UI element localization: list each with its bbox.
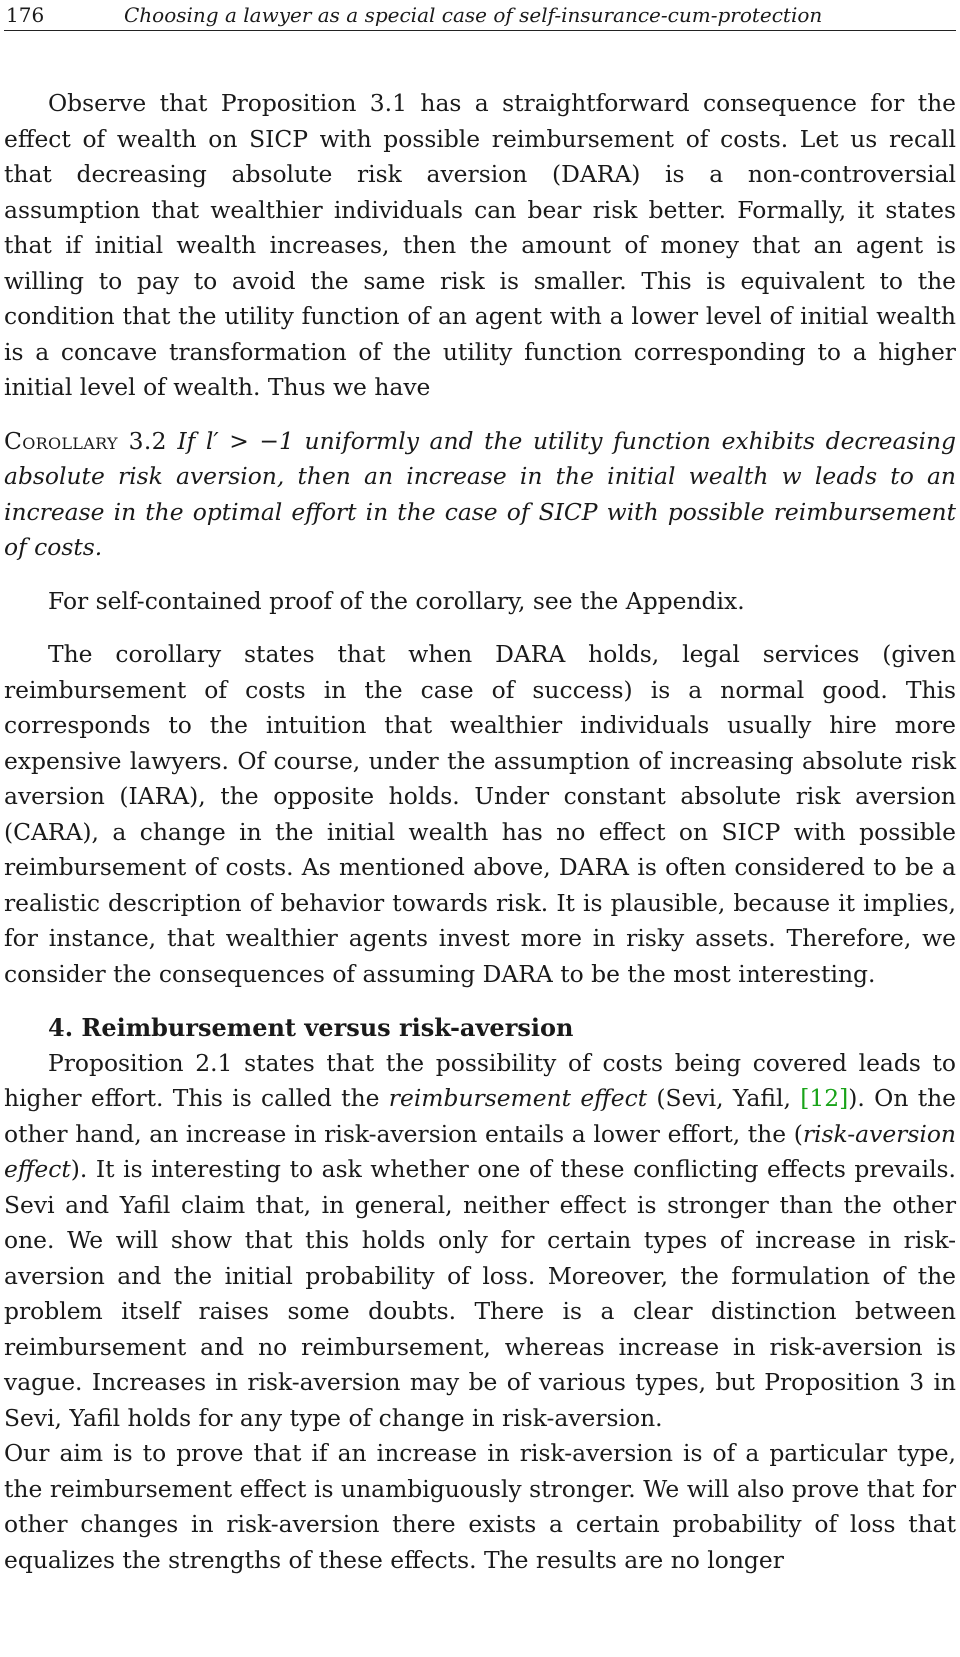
page-number: 176 (6, 3, 45, 27)
paragraph-dara-intro: Observe that Proposition 3.1 has a straightforward consequence for the effect of wealth on SICP with possible reimbursement of costs. Let us recall that decreasing absolute risk aversion (DARA) is a non-controversial assumption that wealthier individuals can bear risk better. Formally, it states that if initial wealth increases, then the amount of money that an agent is willing to pay to avoid the same risk is smaller. This is equivalent to the condition that the utility function of an agent with a lower level of initial wealth is a concave transformation of the utility function corresponding to a higher initial level of wealth. Thus we have (4, 89, 956, 401)
citation-link[interactable]: [12] (800, 1084, 849, 1112)
text-run: (Sevi, Yafil, (647, 1084, 801, 1112)
paragraph-corollary-discussion: The corollary states that when DARA holds, legal services (given reimbursement of costs in the case of success) is a normal good. This corresponds to the intuition that wealthier individuals usually hire more expensive lawyers. Of course, under the assumption of increasing absolute risk aversion (IARA), the opposite holds. Under constant absolute risk aversion (CARA), a change in the initial wealth has no effect on SICP with possible reimbursement of costs. As mentioned above, DARA is often considered to be a realistic description of behavior towards risk. It is plausible, because it implies, for instance, that wealthier agents invest more in risky assets. Therefore, we consider the consequences of assuming DARA to be the most interesting. (4, 640, 956, 988)
running-title: Choosing a lawyer as a special case of self-insurance-cum-protection (124, 3, 823, 27)
paragraph-proof-pointer: For self-contained proof of the corollary, see the Appendix. (48, 586, 745, 615)
paragraph-aim: Our aim is to prove that if an increase in risk-aversion is of a particular type, the reimbursement effect is unambiguously stronger. We will also prove that for other changes in risk-aversion there exists a certain probability of loss that equalizes the strengths of these effects. The results are no longer (4, 1439, 956, 1574)
corollary-statement: If l′ > −1 uniformly and the utility function exhibits decreasing absolute risk aversion, then an increase in the initial wealth w leads to an increase in the optimal effort in the case of SICP with possible reimbursement of costs. (4, 426, 956, 561)
corollary-3-2 (4, 424, 956, 566)
text-run: Proposition 2.1 states that the possibility of costs being covered leads to higher effort. This is called the (4, 1048, 956, 1112)
text-run: ). On the other hand, an increase in risk-aversion entails a lower effort, the ( (4, 1084, 956, 1148)
running-head (4, 0, 956, 31)
paragraph-reimbursement-effect (4, 1046, 956, 1437)
corollary-label: Corollary 3.2 (4, 426, 167, 455)
text-run: ). It is interesting to ask whether one of these conflicting effects prevails. Sevi and Yafil claim that, in general, neither effect is stronger than the other one. We will show that this holds only for certain types of increase in risk-aversion and the initial probability of loss. Moreover, the formulation of the problem itself raises some doubts. There is a clear distinction between reimbursement and no reimbursement, whereas increase in risk-aversion is vague. Increases in risk-aversion may be of various types, but Proposition 3 in Sevi, Yafil holds for any type of change in risk-aversion. (4, 1155, 956, 1432)
section-heading: 4. Reimbursement versus risk-aversion (48, 1013, 574, 1042)
term-reimbursement-effect: reimbursement effect (388, 1084, 648, 1112)
term-risk-aversion-effect: risk-aversion effect (4, 1119, 956, 1183)
article-body (4, 86, 956, 1578)
